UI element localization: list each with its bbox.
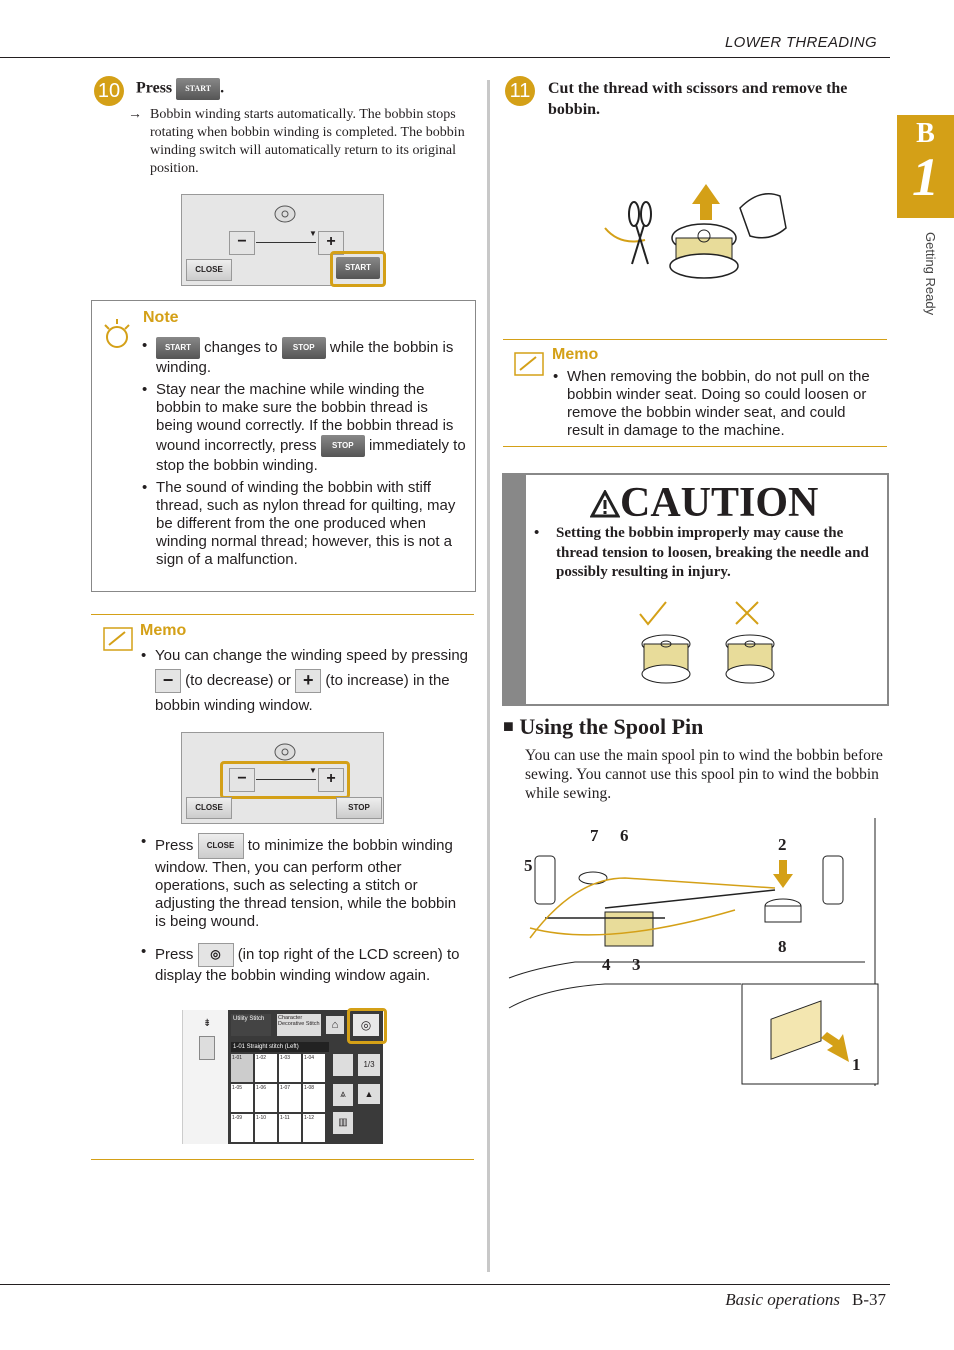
label-2: 2 [778,835,787,854]
chapter-tab [897,115,954,218]
header-rule [0,57,890,58]
pattern-button [333,1054,353,1076]
stitch-cell[interactable]: 1-03 [279,1054,301,1082]
bobbin-icon [270,203,300,225]
speed-marker-icon: ▼ [309,766,317,775]
memo1-bottom-rule [91,1159,474,1160]
memo1-top-rule [91,614,474,615]
note-list [142,337,467,569]
memo1-item-2 [141,833,471,931]
memo1-list [141,643,471,718]
page-number: B-37 [852,1290,886,1309]
step10-result [128,106,473,178]
stitch-name: 1-01 Straight stitch (Left) [231,1042,329,1052]
plus-button: + [318,231,344,255]
minus-button: − [229,768,255,792]
bobbin-icon [270,741,300,763]
note-item-1 [142,337,467,377]
stitch-cell[interactable]: 1-02 [255,1054,277,1082]
label-5: 5 [524,856,533,875]
stop-button: STOP [336,797,382,819]
plus-button-icon: + [295,669,321,693]
chapter-letter: B [916,118,935,149]
stitch-cell[interactable]: 1-12 [303,1114,325,1142]
needle-icon: ⇟ [203,1018,212,1029]
stitch-edit-icon: ▥ [333,1112,353,1134]
close-button: CLOSE [186,259,232,281]
memo1-item-2-a: Press [155,836,194,854]
tab-character-decorative: Character Decorative Stitch [277,1014,321,1036]
running-header: LOWER THREADING [724,34,877,51]
stitch-cell[interactable]: 1-10 [255,1114,277,1142]
memo1-title: Memo [140,622,187,639]
memo1-item-1-a: You can change the winding speed by pressing [155,647,469,664]
stitch-grid [231,1054,327,1144]
bobbin-button-highlight [347,1008,387,1044]
note-item-2-b: immediately to stop the bobbin winding. [156,436,466,474]
bobbin-winding-screen-2 [181,732,384,824]
square-bullet-icon: ■ [503,716,514,736]
check-icon [640,602,666,624]
step-number-10: 10 [94,76,124,106]
step10-instruction: Press START . [136,78,224,100]
caution-item-1: • Setting the bobbin improperly may cause the thread tension to loosen, breaking the needle and possibly resulting in injury. [534,524,874,583]
section-body: You can use the main spool pin to wind the bobbin before sewing. You cannot use this spool pin to wind the bobbin while sewing. [525,747,883,802]
machine-top-drawing [505,818,880,1086]
memo2-item-1: • When removing the bobbin, do not pull on the bobbin winder seat. Doing so could loosen or remove the bobbin winder seat, and could result in damage to the machine. [553,368,883,440]
caution-title: CAUTION [620,480,819,526]
page-indicator: 1/3 [358,1054,380,1076]
stop-button-icon: STOP [282,337,326,359]
stop-button-icon: STOP [321,435,365,457]
caution-side-bar [504,475,526,704]
scroll-up-icon: ▲ [358,1084,380,1104]
footer-rule [0,1284,890,1285]
note-item-2 [142,381,467,475]
note-item-3: • The sound of winding the bobbin with stiff thread, such as nylon thread for quilting, may be different from the one produced when winding normal thread; however, this is not a sign of a malfunction. [142,479,467,569]
stitch-cell[interactable]: 1-04 [303,1054,325,1082]
close-button: CLOSE [186,797,232,819]
lightbulb-icon [102,317,130,353]
step-number-11: 11 [505,76,535,106]
step11-instruction: Cut the thread with scissors and remove the bobbin. [548,80,848,118]
stitch-cell[interactable]: 1-09 [231,1114,253,1142]
caution-list [534,524,874,583]
warning-triangle-icon [590,490,620,518]
caution-box [502,473,889,706]
mirror-icon: ⩓ [333,1084,353,1106]
memo2-title: Memo [552,346,599,363]
label-1: 1 [852,1055,861,1074]
presser-foot-icon [199,1036,215,1060]
lock-icon: ⌂ [326,1016,344,1034]
stitch-cell[interactable]: 1-06 [255,1084,277,1112]
stitch-cell[interactable]: 1-11 [279,1114,301,1142]
bobbin-comparison-illustration [636,600,796,690]
label-8: 8 [778,937,787,956]
lcd-screen [182,1010,383,1144]
column-divider [487,80,490,1272]
side-label: Getting Ready [923,232,938,316]
section-heading-text: Using the Spool Pin [519,714,704,739]
memo1-item-3-b: (in top right of the LCD screen) to display the bobbin winding window again. [155,945,460,984]
memo1-item-2-b: to minimize the bobbin winding window. Then, you can perform other operations, such as selecting a stitch or adjusting the thread tension, while the bobbin is being wound. [155,836,457,930]
stitch-cell[interactable]: 1-07 [279,1084,301,1112]
memo1-item-1-c: (to increase) in the bobbin winding window. [155,672,450,715]
memo2-bottom-rule [503,446,887,447]
speed-scale [256,779,316,780]
bobbin-winding-screen-1 [181,194,384,286]
speed-marker-icon: ▼ [309,229,317,238]
arrow-icon: → [128,107,142,122]
cross-icon [736,602,758,624]
speed-scale [256,242,316,243]
label-6: 6 [620,826,629,845]
bobbin-button-icon: ◎ [198,943,234,967]
note-item-1-mid: changes to [204,338,278,356]
memo1-list-cont [141,833,471,985]
minus-button-icon: − [155,669,181,693]
chapter-number: 1 [912,147,939,207]
stitch-cell[interactable]: 1-05 [231,1084,253,1112]
memo-pencil-icon [103,627,133,651]
close-button-icon: CLOSE [198,833,244,859]
stitch-cell[interactable]: 1-08 [303,1084,325,1112]
step10-result-text: Bobbin winding starts automatically. The bobbin stops rotating when bobbin winding is completed. The bobbin winding switch will automatically return to its original position. [150,107,465,176]
section-heading [503,714,703,740]
footer [725,1290,886,1310]
start-button-icon: START [176,78,220,100]
step10-press-label: Press [136,79,173,97]
cut-thread-illustration [600,178,800,298]
label-4: 4 [602,955,611,974]
start-button-icon: START [156,337,200,359]
bobbin-button: ◎ [353,1014,379,1036]
note-item-2-a: Stay near the machine while winding the bobbin to make sure the bobbin thread is being wound correctly. If the bobbin thread is wound incorrectly, press [156,381,454,454]
start-button: START [336,257,380,279]
start-highlight [330,251,386,287]
lcd-left-panel [183,1010,228,1144]
footer-title: Basic operations [725,1290,840,1309]
tab-utility-stitch: Utility Stitch [231,1014,271,1036]
memo1-item-1 [141,643,471,718]
note-title: Note [143,309,179,326]
memo1-item-3-a: Press [155,945,194,963]
minus-button: − [229,231,255,255]
memo2-top-rule [503,339,887,340]
note-item-1-end: while the bobbin is winding. [156,338,454,376]
memo1-item-1-b: (to decrease) or [185,672,292,689]
note-box [91,300,476,592]
memo-pencil-icon [514,352,544,376]
stitch-cell[interactable]: 1-01 [231,1054,253,1082]
plus-button: + [318,768,344,792]
label-3: 3 [632,955,641,974]
spool-pin-illustration [505,818,880,1086]
label-7: 7 [590,826,599,845]
memo2-list [553,368,883,440]
memo1-item-3 [141,943,471,985]
